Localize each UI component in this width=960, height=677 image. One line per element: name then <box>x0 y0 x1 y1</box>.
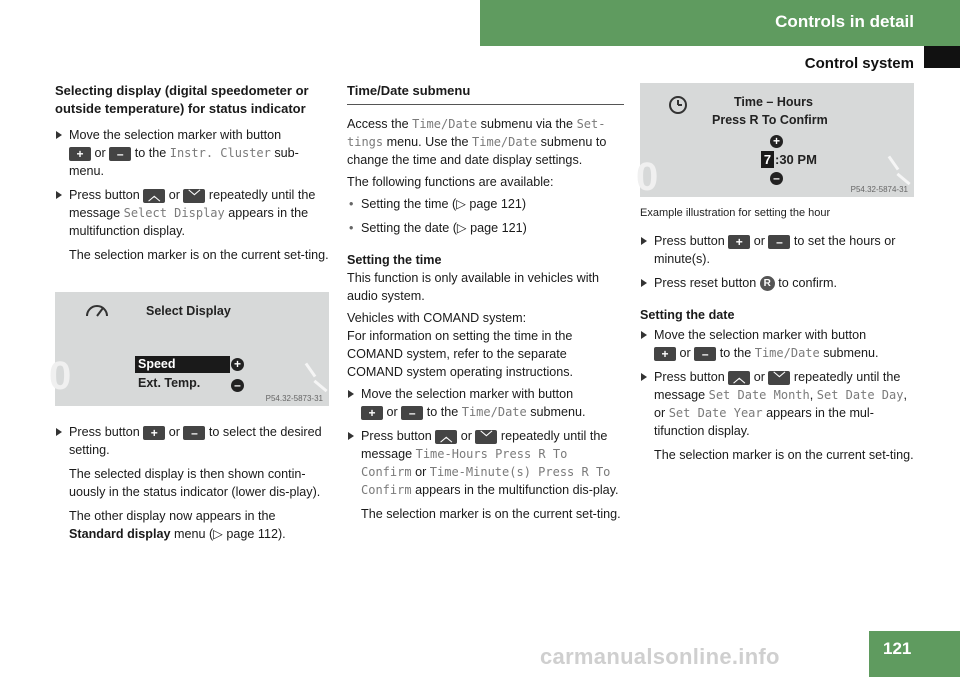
plus-key-icon: + <box>654 347 676 361</box>
heading-setting-date: Setting the date <box>640 308 735 322</box>
step-press-button: Press button ︿ or ﹀ repeatedly until the message Select Display appears in the multifunction display. <box>55 186 331 240</box>
minus-key-icon: – <box>401 406 423 420</box>
image-caption: Example illustration for setting the hour <box>640 207 831 219</box>
column-1-lower <box>55 423 331 549</box>
plus-key-icon: + <box>728 235 750 249</box>
step-select-setting: Press button + or – to select the desired setting. <box>55 423 331 459</box>
link-setting-date[interactable]: • Setting the date (▷ page 121) <box>347 219 624 237</box>
column-2 <box>347 82 624 529</box>
page-number: 121 <box>883 639 912 658</box>
subsection-title: Control system <box>804 55 914 72</box>
header-bar <box>480 0 960 46</box>
note-status-indicator: The selected display is then shown contin-uously in the status indicator (lower dis-play). <box>69 467 321 499</box>
lcd-item-ext-temp: Ext. Temp. <box>138 376 201 390</box>
note-standard-display: The other display now appears in the Standard display menu (▷ page 112). <box>69 509 286 541</box>
time-hours-illustration: 0 Time – Hours Press R To Confirm + 7 :30 PM – P54.32-5874-31 <box>640 83 914 197</box>
minus-key-icon: – <box>768 235 790 249</box>
lcd-time-rest: :30 PM <box>775 152 817 167</box>
select-display-illustration: 0 Select Display Speed + Ext. Temp. – P54.32-5873-31 <box>55 292 329 406</box>
plus-key-icon: + <box>361 406 383 420</box>
step-move-marker: Move the selection marker with button + or – to the Instr. Cluster sub-menu. <box>55 126 331 180</box>
step-move-marker-date: Move the selection marker with button + or – to the Time/Date submenu. <box>640 326 918 362</box>
down-key-icon: ﹀ <box>475 430 497 444</box>
image-code: P54.32-5874-31 <box>850 185 908 194</box>
lcd-line1: Time – Hours <box>734 95 813 109</box>
lcd-line2: Press R To Confirm <box>712 113 828 127</box>
up-key-icon: ︿ <box>728 371 750 385</box>
audio-system-note: This function is only available in vehicles with audio system. <box>347 271 599 303</box>
plus-key-icon: + <box>69 147 91 161</box>
minus-icon: – <box>231 379 244 392</box>
minus-key-icon: – <box>183 426 205 440</box>
lcd-title: Select Display <box>146 304 231 318</box>
header-marker <box>924 46 960 68</box>
minus-key-icon: – <box>694 347 716 361</box>
link-setting-time[interactable]: • Setting the time (▷ page 121) <box>347 195 624 213</box>
note-selection-marker-2: The selection marker is on the current set-ting. <box>361 507 621 521</box>
clock-icon <box>668 95 688 115</box>
functions-intro: The following functions are available: <box>347 175 554 189</box>
reset-button-icon: R <box>760 276 775 291</box>
note-selection-marker-3: The selection marker is on the current set-ting. <box>654 448 914 462</box>
step-confirm: Press reset button R to confirm. <box>640 274 918 292</box>
step-press-date-message: Press button ︿ or ﹀ repeatedly until the message Set Date Month, Set Date Day, or Set Date Year appears in the mul-tifunction display. <box>640 368 918 440</box>
up-key-icon: ︿ <box>435 430 457 444</box>
minus-key-icon: – <box>109 147 131 161</box>
heading-select-display: Selecting display (digital speedometer or outside temperature) for status indicator <box>55 83 309 116</box>
gauge-icon <box>85 302 109 318</box>
image-code: P54.32-5873-31 <box>265 394 323 403</box>
plus-icon: + <box>770 135 783 148</box>
page-number-box <box>869 631 960 677</box>
intro-paragraph: Access the Time/Date submenu via the Set-tings menu. Use the Time/Date submenu to change the time and date display settings. <box>347 117 607 167</box>
heading-setting-time: Setting the time <box>347 253 442 267</box>
heading-time-date: Time/Date submenu <box>347 82 624 105</box>
column-1 <box>55 82 331 270</box>
column-3 <box>640 232 918 470</box>
down-key-icon: ﹀ <box>768 371 790 385</box>
lcd-item-speed: Speed <box>135 356 230 373</box>
comand-note: Vehicles with COMAND system: For information on setting the time in the COMAND system, refer to the separate COMAND system operating instructions. <box>347 311 574 379</box>
up-key-icon: ︿ <box>143 189 165 203</box>
step-move-marker-time: Move the selection marker with button + or – to the Time/Date submenu. <box>347 385 624 421</box>
minus-icon: – <box>770 172 783 185</box>
step-press-until-message: Press button ︿ or ﹀ repeatedly until the message Time-Hours Press R To Confirm or Time-Minute(s) Press R To Confirm appears in the multifunction dis-play. <box>347 427 624 499</box>
plus-key-icon: + <box>143 426 165 440</box>
down-key-icon: ﹀ <box>183 189 205 203</box>
lcd-hour: 7 <box>761 151 774 168</box>
section-title: Controls in detail <box>775 12 914 31</box>
plus-icon: + <box>231 358 244 371</box>
step-set-hours: Press button + or – to set the hours or minute(s). <box>640 232 918 268</box>
watermark: carmanualsonline.info <box>540 644 780 669</box>
note-selection-marker: The selection marker is on the current set-ting. <box>69 248 329 262</box>
